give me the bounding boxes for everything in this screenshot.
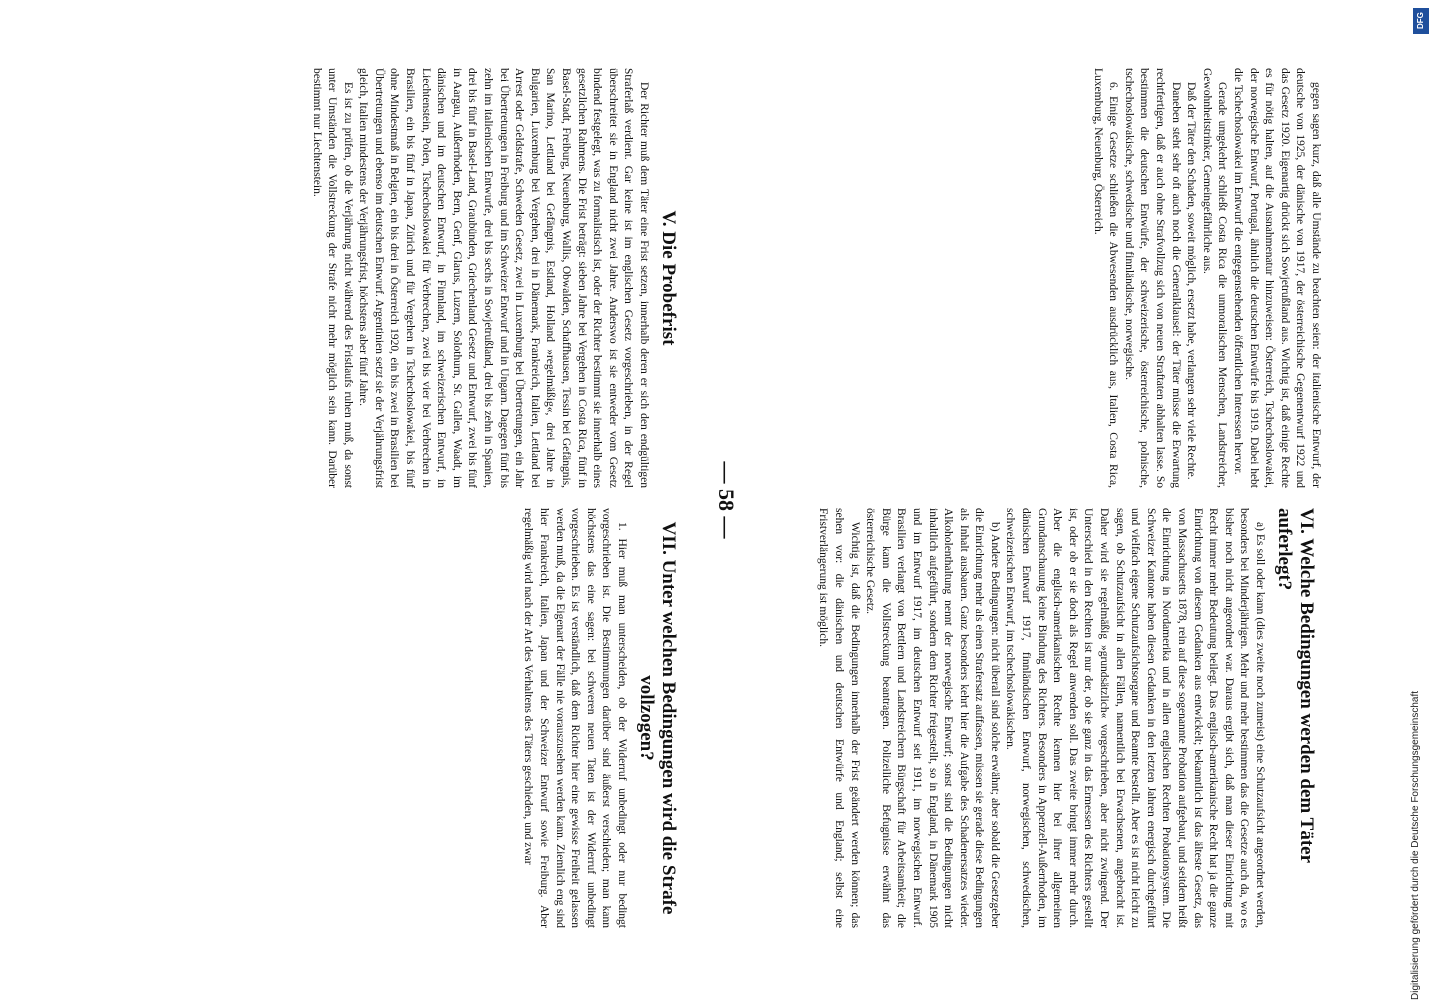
section-heading-vi: VI. Welche Bedingungen werden dem Täter auferlegt? — [1274, 508, 1317, 863]
paragraph: Wichtig ist, daß die Bedingungen innerhalb der Frist geändert werden können; das sehen vor: die dänischen und deutschen Entwürfe und England; selbst eine Fristverlängerung ist möglich. — [817, 508, 861, 928]
paragraph: Daß der Täter den Schaden, soweit möglich, ersetzt habe, verlangen sehr viele Rechte. — [1185, 82, 1198, 480]
column-bottom-right — [73, 508, 685, 928]
column-bottom-left — [73, 68, 685, 488]
paragraph: Es ist zu prüfen, ob die Verjährung nicht während des Fristlaufs ruhen muß, da sonst unter Umständen die Vollstreckung der Strafe nicht mehr möglich sein kann. Darüber bestimmt nur Liechtenstein. — [310, 68, 354, 488]
column-top-right — [763, 508, 1323, 928]
paragraph: Gerade umgekehrt schließt Costa Rica die unmoralischen Menschen, Landstreicher, Gewohnheitstrinker, Gemeingefährliche aus. — [1200, 68, 1229, 488]
paragraph: a) Es soll oder kann (dies zweite noch zumeist) eine Schutzaufsicht angeordnet werden, besonders bei Minderjährigen. Mehr und mehr bestimmen das die Gesetze auch da, wo es bisher noch nicht angeordnet war. Daraus ergibt sich, daß man dieser Einrichtung mit Recht immer mehr Bedeutung beilegt. Das englisch-amerikanische Recht hat ja die ganze Einrichtung von diesem Gedanken aus entwickelt; bekanntlich ist das älteste Gesetz, das von Massachusetts 1878, rein auf diese sogenannte Probation aufgebaut, und seitdem heißt die Einrichtung in Nordamerika und in allen englischen Rechten Probationsystem. Die Schweizer Kantone haben diesen Gedanken in den letzten Jahren energisch durchgeführt und vielfach eigene Schutzaufsichtsorgane und Beamte bestellt. Aber es ist nicht leicht zu sagen, ob Schutzaufsicht in allen Fällen, namentlich bei Erwachsenen, angebracht ist. Daher wird sie regelmäßig »grundsätzlich« vorgeschrieben, aber nicht zwingend. Der Unterschied in den Rechten ist nur der, ob sie ganz in das Ermessen des Richters gestellt ist, oder ob er sie doch als Regel anwenden soll. Das zweite bringt immer mehr durch. Aber die englisch-amerikanischen Rechte kennen hier bei ihrer allgemeinen Grundanschauung keine Bindung des Richters. Besonders in Appenzell-Außerrhoden, im dänischen Entwurf 1917, finnländischen Entwurf, norwegischen, schwedischen, schweizerischen Entwurf, im tschechoslowakischen. — [1004, 508, 1266, 928]
column-top-left — [763, 68, 1323, 488]
page-number: — 58 — — [714, 461, 739, 539]
paragraph: Der Richter muß dem Täter eine Frist setzen, innerhalb deren er sich den endgültigen Straferlaß verdient. Gar keine ist im englischen Gesetz vorgeschrieben, in der Regel überschreitet sie in England nicht zwei Jahre. Anderswo ist sie entweder vom Gesetz bindend festgelegt, was zu formalistisch ist, oder der Richter bestimmt sie innerhalb eines gesetzlichen Rahmens. Die Frist beträgt: sieben Jahre bei Vergehen in Costa Rica, fünf in Basel-Stadt, Freiburg, Neuenburg, Wallis, Obwalden, Schaffhausen, Tessin bei Gefängnis, San Marino, Lettland bei Gefängnis, Estland, Holland »regelmäßig«, drei Jahre in Bulgarien, Luxemburg bei Vergehen, drei in Dänemark, Frankreich, Italien, Lettland bei Arrest oder Geldstrafe, Schweden Gesetz, zwei in Luxemburg bei Übertretungen, ein Jahr bei Übertretungen in Freiburg und im Schweizer Entwurf und in Ungarn. Dagegen fünf bis zehn im italienischen Entwurfe, drei bis sechs in Sowjetrußland, drei bis zehn in Spanien, drei bis fünf in Basel-Land, Graubünden, Griechenland Gesetz und Entwurf, zwei bis fünf in Aargau, Außerrhoden, Bern, Genf, Glarus, Luzern, Solothurn, St. Gallen, Waadt, im dänischen und im deutschen Entwurf, in Finnland, im schweizerischen Entwurf, in Liechtenstein, Polen, Tschechoslowakei für Verbrechen, zwei bis vier bei Verbrechen in Brasilien, ein bis fünf in Japan, Zürich und für Vergehen in Tschechoslowakei, bis fünf ohne Mindestmaß in Belgien, ein bis drei in Österreich 1920, ein bis zwei in Brasilien bei Übertretungen und ebenso im deutschen Entwurf. Argentinien setzt sie der Verjährungsfrist gleich, Italien mindestens der Verjährungsfrist, höchstens aber fünf Jahre. — [357, 68, 650, 488]
section-heading-vii: VII. Unter welchen Bedingungen wird die Strafe vollzogen? — [636, 521, 679, 915]
paragraph: 6. Einige Gesetze schließen die Abwesenden ausdrücklich aus, Italien, Costa Rica, Luxemburg, Neuenburg, Österreich. — [1091, 68, 1120, 488]
paragraph: 1. Hier muß man unterscheiden, ob der Widerruf unbedingt oder nur bedingt vorgeschrieben ist. Die Bestimmungen darüber sind äußerst verschieden; man kann höchstens das eine sagen: bei schweren neuen Taten ist der Widerruf unbedingt vorgeschrieben. Es ist verständlich, daß dem Richter hier eine gewisse Freiheit gelassen werden muß, da die Eigenart der Fälle nie vorauszusehen werden kann. Ziemlich eng sind hier Frankreich, Italien, Japan und der Schweizer Entwurf sowie Freiburg. Aber regelmäßig wird nach der Art des Verhaltens des Täters geschieden, und zwar — [522, 508, 628, 928]
rotated-page-content — [65, 60, 1335, 940]
dfg-funding-strip — [1408, 0, 1434, 1000]
dfg-logo: DFG — [1413, 8, 1429, 34]
paragraph: gegen sagen kurz, daß alle Umstände zu beachten seien: der italienische Entwurf, der deutsche von 1925, der dänische von 1917, der österreichische Gegenentwurf 1922 und das Gesetz 1920. Eigenartig drückt sich Sowjetrußland aus. Wichtig ist, daß einige Rechte es für nötig halten, auf die Ausnahmenatur hinzuweisen: Österreich, Tschechoslowakei, der norwegische Entwurf, Portugal, ähnlich die deutschen Entwürfe bis 1919. Dabei hebt die Tschechoslowakei im Entwurf die entgegenstehenden öffentlichen Interessen hervor. — [1232, 68, 1322, 488]
paragraph: Daneben steht sehr oft auch noch die Generalklausel: der Täter müsse die Erwartung rechtfertigen, daß er auch ohne Strafvollzug sich von neuen Straftaten abhalten lasse. So bestimmen die deutschen Entwürfe, der schweizerische, österreichische, polnische, tschechoslowakische, schwedische und finnländische, norwegische. — [1122, 68, 1182, 488]
dfg-funding-notice: Digitalisierung gefördert durch die Deutsche Forschungsgemeinschaft — [1410, 690, 1421, 1000]
paragraph: b) Andere Bedingungen: nicht überall sind solche erwähnt; aber sobald die Gesetzgeber die Einrichtung mehr als einen Strafersatz auffassen, müssen sie gerade diese Bedingungen als Inhalt ausbauen. Ganz besonders kehrt hier die Aufgabe des Schadenersatzes wieder. Alkoholenthaltung nennt der norwegische Entwurf; sonst sind die Bedingungen nicht inhaltlich aufgeführt, sondern dem Richter freigestellt, so in England, in Dänemark 1905 und im Entwurf 1917, im deutschen Entwurf seit 1911, im norwegischen Entwurf. Brasilien verlangt von Bettlern und Landstreichern Bürgschaft für Arbeitsamkeit; die Bürge kann die Vollstreckung beantragen. Polizeiliche Befugnisse erwähnt das österreichische Gesetz. — [864, 508, 1001, 928]
section-heading-v: V. Die Probefrist — [658, 210, 679, 346]
